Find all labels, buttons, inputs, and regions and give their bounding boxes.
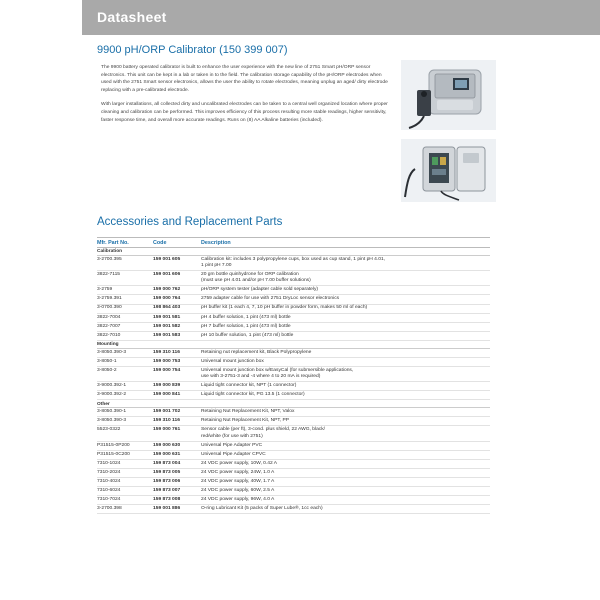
- intro-paragraph: The 9900 battery operated calibrator is built to enhance the user experience with the new line of 2751 Smart pH/ORP sensor electronics. This unit can be kept in a lab or taken in to the field. The calibration storage capability of the pH/ORP electrodes when used with the 2751 Smart sensor electronics, allows the user the ability to rotate electrodes, meaning unplug an aged/ dirty electrode replacing with a pre-calibrated electrode.: [101, 65, 388, 93]
- code-cell: 159 001 605: [153, 256, 181, 262]
- category-heading: Calibration: [97, 248, 490, 256]
- code-cell: 159 001 583: [153, 332, 181, 338]
- code-cell: 159 001 886: [153, 506, 181, 512]
- code-cell: 159 310 116: [153, 349, 180, 355]
- code-cell: 159 873 008: [153, 497, 181, 503]
- table-row: [97, 469, 490, 478]
- code-cell: 159 001 606: [153, 271, 181, 277]
- part-number-cell: 3822-7010: [97, 332, 121, 338]
- table-row: [97, 305, 490, 314]
- part-number-cell: 3-9000.392-1: [97, 383, 127, 389]
- code-cell: 159 000 839: [153, 383, 181, 389]
- description-cell: Calibration kit: includes 3 polypropylene cups, box used as cup stand, 1 pint pH 4.01, 1 pint pH 7.00: [201, 256, 386, 268]
- calibrator-product-photo: [401, 60, 496, 130]
- table-row: [97, 323, 490, 332]
- part-number-cell: 3822-7004: [97, 314, 121, 320]
- description-cell: 24 VDC power supply, 24W, 1.0 A: [201, 469, 275, 475]
- accessories-title: Accessories and Replacement Parts: [97, 216, 283, 228]
- part-number-cell: 3-2700.398: [97, 506, 122, 512]
- table-row: [97, 367, 490, 382]
- table-row: [97, 295, 490, 304]
- part-number-cell: 5523-0322: [97, 427, 121, 433]
- description-cell: Sensor cable (per ft), 3-cond. plus shield, 22 AWG, black/ red/white (for use with 2751): [201, 427, 326, 439]
- table-row: [97, 417, 490, 426]
- table-row: [97, 332, 490, 341]
- code-cell: 159 000 754: [153, 367, 181, 373]
- part-number-cell: 3-2759: [97, 287, 113, 293]
- description-cell: pH 10 buffer solution, 1 pint (473 ml) bottle: [201, 332, 294, 338]
- description-cell: 24 VDC power supply, 96W, 4.0 A: [201, 497, 275, 503]
- description-cell: Universal Pipe Adapter CPVC: [201, 451, 266, 457]
- description-cell: 24 VDC power supply, 40W, 1.7 A: [201, 478, 275, 484]
- table-row: [97, 478, 490, 487]
- header-description: Description: [201, 239, 231, 246]
- part-number-cell: 3822-7007: [97, 323, 121, 329]
- code-cell: 159 873 005: [153, 469, 181, 475]
- description-cell: Universal mount junction box: [201, 358, 264, 364]
- code-cell: 159 873 006: [153, 478, 181, 484]
- description-cell: Liquid tight connector kit, NPT (1 connector): [201, 383, 297, 389]
- datasheet-banner: [82, 0, 600, 35]
- table-row: [97, 487, 490, 496]
- page-title: 9900 pH/ORP Calibrator (150 399 007): [97, 44, 288, 56]
- description-cell: 24 VDC power supply, 10W, 0.42 A: [201, 460, 278, 466]
- description-cell: Liquid tight connector kit, PG 13.5 (1 connector): [201, 392, 305, 398]
- description-cell: 20 gm bottle quinhydrone for ORP calibration (must use pH 4.01 and/or pH 7.00 buffer solutions): [201, 271, 311, 284]
- table-row: [97, 408, 490, 417]
- table-row: [97, 286, 490, 295]
- category-heading: Mounting: [97, 341, 490, 349]
- table-row: [97, 451, 490, 460]
- table-header: [97, 237, 490, 248]
- header-code: Code: [153, 239, 167, 246]
- description-cell: pH 7 buffer solution, 1 pint (473 ml) bottle: [201, 323, 291, 329]
- intro-text: [101, 64, 391, 131]
- code-cell: 159 873 004: [153, 460, 181, 466]
- description-cell: Retaining Nut Replacement Kit, NPT, Valox: [201, 409, 295, 415]
- table-row: [97, 256, 490, 271]
- part-number-cell: P31515-0P200: [97, 442, 130, 448]
- code-cell: 159 873 007: [153, 488, 181, 494]
- part-number-cell: 3-8050.390-3: [97, 418, 127, 424]
- table-row: [97, 505, 490, 514]
- part-number-cell: 3-8050.390-3: [97, 349, 127, 355]
- part-number-cell: 3-0700.390: [97, 305, 122, 311]
- description-cell: pH/ORP system tester (adapter cable sold separately): [201, 287, 319, 293]
- description-cell: pH 4 buffer solution, 1 pint (473 ml) bottle: [201, 314, 291, 320]
- intro-paragraph: With larger installations, all collected dirty and uncalibrated electrodes can be taken to a central well organized location where proper cleaning and calibration can be performed. This improves efficiency of this process resulting more stable readings, higher sensitivity, faster response time, and overall more accurate readings. Runs on (8) AA Alkaline batteries (included).: [101, 102, 388, 123]
- header-part-no: Mfr. Part No.: [97, 239, 129, 246]
- code-cell: 159 001 702: [153, 409, 181, 415]
- part-number-cell: 7310-2024: [97, 469, 121, 475]
- table-row: [97, 426, 490, 441]
- part-number-cell: 3-8050-2: [97, 367, 117, 373]
- part-number-cell: 3-8050.390-1: [97, 409, 127, 415]
- parts-table: [97, 237, 490, 514]
- description-cell: 24 VDC power supply, 60W, 2.5 A: [201, 488, 275, 494]
- code-cell: 159 001 581: [153, 314, 181, 320]
- code-cell: 159 000 764: [153, 296, 181, 302]
- table-row: [97, 349, 490, 358]
- part-number-cell: 3-8050-1: [97, 358, 117, 364]
- description-cell: Retaining Nut Replacement Kit, NPT, PP: [201, 418, 290, 424]
- junction-box-photo: [401, 139, 496, 202]
- code-cell: 159 000 761: [153, 427, 181, 433]
- table-row: [97, 391, 490, 400]
- part-number-cell: 7310-6024: [97, 488, 121, 494]
- table-row: [97, 358, 490, 367]
- part-number-cell: 3-2759.391: [97, 296, 122, 302]
- banner-title: Datasheet: [97, 9, 167, 25]
- code-cell: 159 001 582: [153, 323, 181, 329]
- description-cell: Universal Pipe Adapter PVC: [201, 442, 263, 448]
- description-cell: pH buffer kit (1 each 4, 7, 10 pH buffer in powder form, makes 50 ml of each): [201, 305, 368, 311]
- part-number-cell: 3-9000.392-2: [97, 392, 127, 398]
- part-number-cell: 3-2700.395: [97, 256, 122, 262]
- table-row: [97, 382, 490, 391]
- part-number-cell: 7310-7024: [97, 497, 121, 503]
- table-row: [97, 442, 490, 451]
- description-cell: O-ring Lubricant Kit (5 packs of Super Lube®, 1cc each): [201, 506, 323, 512]
- part-number-cell: 3822-7115: [97, 271, 121, 277]
- table-row: [97, 496, 490, 505]
- part-number-cell: P31515-0C200: [97, 451, 130, 457]
- part-number-cell: 7310-1024: [97, 460, 121, 466]
- code-cell: 159 000 630: [153, 442, 181, 448]
- description-cell: Universal mount junction box w/EasyCal (for submersible applications, use with 3-2751-3 and -4 where 4 to 20 mA is required): [201, 367, 354, 380]
- code-cell: 159 000 762: [153, 287, 181, 293]
- table-row: [97, 314, 490, 323]
- table-row: [97, 460, 490, 469]
- table-body: [97, 248, 490, 514]
- part-number-cell: 7310-4024: [97, 478, 121, 484]
- code-cell: 198 864 403: [153, 305, 181, 311]
- code-cell: 159 000 631: [153, 451, 181, 457]
- description-cell: 2759 adapter cable for use with 2751 DryLoc sensor electronics: [201, 296, 340, 302]
- category-heading: Other: [97, 400, 490, 408]
- description-cell: Retaining nut replacement kit, Black Polypropylene: [201, 349, 312, 355]
- code-cell: 159 000 841: [153, 392, 181, 398]
- code-cell: 159 000 753: [153, 358, 181, 364]
- table-row: [97, 271, 490, 286]
- code-cell: 159 310 116: [153, 418, 180, 424]
